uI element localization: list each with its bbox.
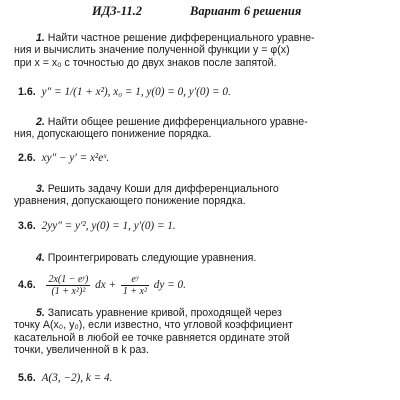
problem-label: 5.6.: [18, 372, 36, 384]
fraction-1: [46, 274, 90, 297]
expression-middle: dx +: [95, 279, 117, 292]
task-2-statement: [14, 116, 386, 141]
task-text-line: при x = x₀ с точностью до двух знаков после запятой.: [14, 56, 277, 69]
task-text-line: ния, допускающего понижение порядка.: [14, 128, 212, 141]
problem-1-6: [18, 86, 231, 98]
task-text-line: уравнения, допускающего понижение порядка.: [14, 195, 246, 208]
task-number: 2.: [36, 116, 45, 128]
fraction-numerator: 2x(1 − eʸ): [48, 274, 89, 285]
task-text-line: касательной в любой ее точке равняется ординате этой: [14, 331, 290, 344]
fraction-numerator: eʸ: [121, 274, 149, 286]
problem-2-6: [18, 152, 109, 164]
assignment-code: ИДЗ-11.2: [92, 4, 142, 18]
task-text-line: Записать уравнение кривой, проходящей через: [47, 307, 282, 319]
task-1-statement: [14, 32, 386, 69]
task-number: 1.: [36, 32, 45, 44]
problem-4-6: [18, 274, 186, 297]
problem-label: 4.6.: [18, 279, 36, 292]
expression-end: dy = 0.: [153, 279, 186, 292]
problem-expression: xy″ − y′ = x²eˣ.: [41, 152, 110, 164]
variant-title: Вариант 6 решения: [190, 4, 302, 18]
problem-expression: y″ = 1/(1 + x²), x₀ = 1, y(0) = 0, y′(0) = 0.: [41, 86, 231, 98]
problem-expression: A(3, −2), k = 4.: [41, 372, 113, 384]
task-text-line: точки, увеличенной в k раз.: [14, 343, 149, 356]
task-text-line: Проинтегрировать следующие уравнения.: [47, 252, 257, 264]
task-number: 5.: [36, 307, 45, 319]
task-3-statement: [14, 183, 386, 208]
page-header: [0, 4, 400, 22]
problem-label: 1.6.: [18, 86, 36, 98]
task-text-line: Найти частное решение дифференциального уравне-: [47, 32, 315, 44]
task-4-statement: [14, 252, 386, 264]
task-5-statement: [14, 307, 386, 356]
task-number: 4.: [36, 252, 45, 264]
task-number: 3.: [36, 183, 45, 195]
problem-5-6: [18, 372, 112, 384]
problem-3-6: [18, 220, 176, 232]
task-text-line: Решить задачу Коши для дифференциального: [47, 183, 279, 195]
fraction-2: [121, 274, 149, 297]
fraction-denominator: 1 + x²: [122, 286, 147, 297]
problem-label: 3.6.: [18, 220, 36, 232]
problem-expression: 2yy″ = y′², y(0) = 1, y′(0) = 1.: [41, 220, 176, 232]
problem-label: 2.6.: [18, 152, 36, 164]
task-text-line: ния и вычислить значение полученной функции y = φ(x): [14, 44, 290, 57]
task-text-line: Найти общее решение дифференциального уравне-: [47, 116, 308, 128]
task-text-line: точку A(x₀, y₀), если известно, что угловой коэффициент: [14, 319, 293, 332]
fraction-denominator: (1 + x²)²: [51, 286, 86, 297]
